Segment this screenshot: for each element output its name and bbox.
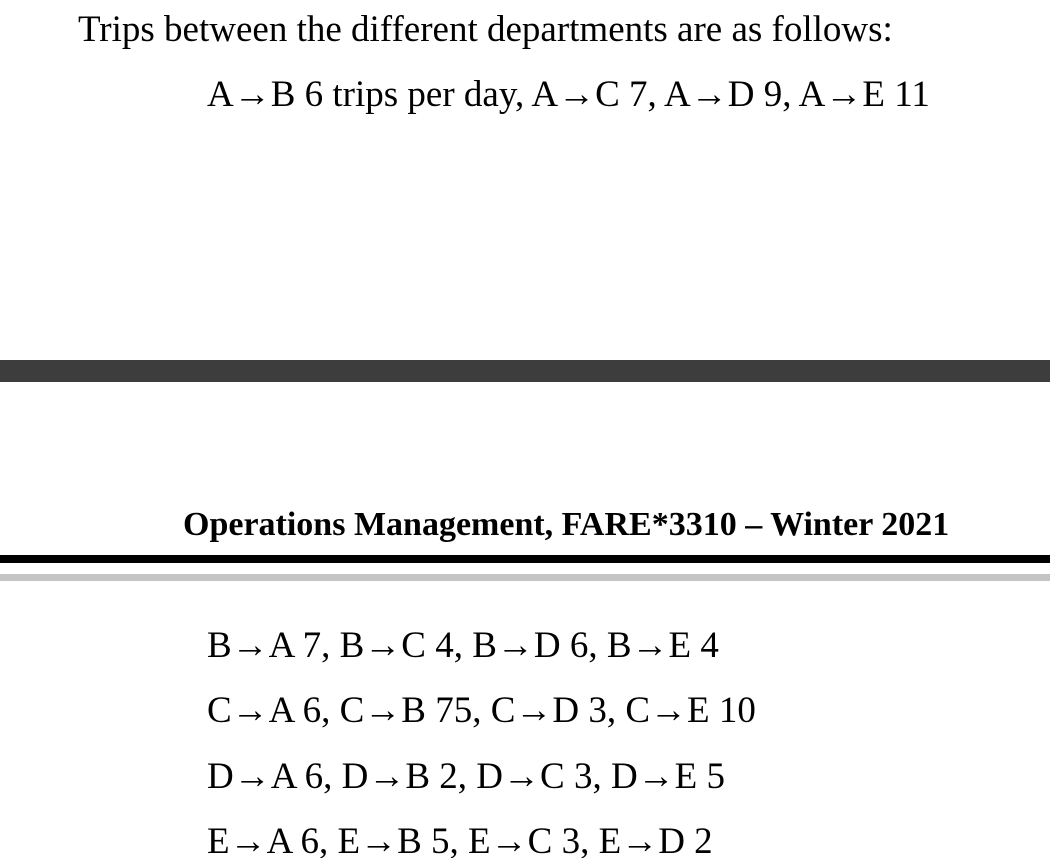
running-header-title: Operations Management, FARE*3310 – Winter 2021 [183,506,950,543]
header-rule-thick [0,555,1050,563]
intro-text: Trips between the different departments are as follows: [78,9,893,50]
trips-from-e: E→A 6, E→B 5, E→C 3, E→D 2 [207,821,713,858]
trips-from-a: A→B 6 trips per day, A→C 7, A→D 9, A→E 11 [207,74,930,115]
trips-from-c: C→A 6, C→B 75, C→D 3, C→E 10 [207,690,756,731]
header-rule-thin [0,574,1050,581]
trips-from-d: D→A 6, D→B 2, D→C 3, D→E 5 [207,756,726,797]
page-break-bar [0,360,1050,382]
trips-from-b: B→A 7, B→C 4, B→D 6, B→E 4 [207,625,719,666]
